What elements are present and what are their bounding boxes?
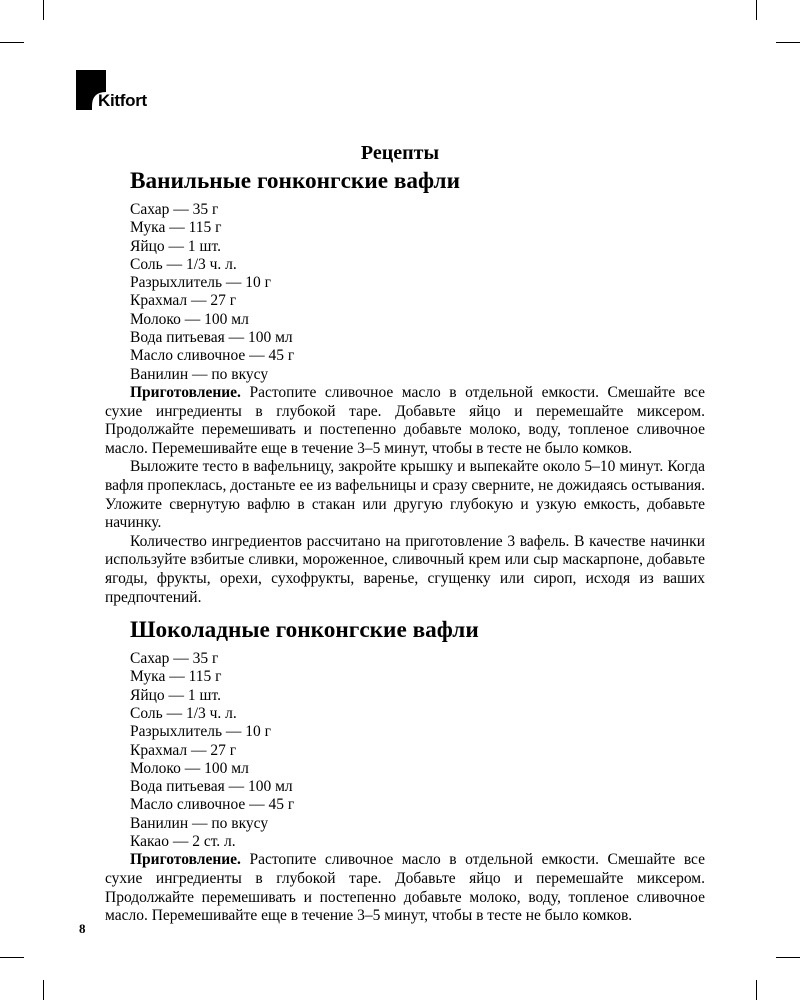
ingredient-item: Сахар — 35 г [130,201,219,218]
ingredient-item: Мука — 115 г [130,668,222,686]
brand-logo [76,70,176,114]
ingredient-list [105,201,705,384]
recipes-content [105,170,705,926]
preparation-paragraph [105,851,705,925]
ingredient-item: Яйцо — 1 шт. [130,686,221,704]
crop-mark-bottom-right [756,980,757,1000]
body-paragraph: Количество ингредиентов рассчитано на приготовление 3 вафель. В качестве начинки используйте взбитые сливки, мороженное, сливочный крем или сыр маскарпоне, добавьте ягоды, фрукты, орехи, сухофрукты, варенье, сгущенку или сироп, исходя из ваших предпочтений. [105,532,705,606]
crop-mark-bottom-right-h [776,957,800,958]
crop-mark-top-left-h [0,42,24,43]
paragraph-text: Растопите сливочное масло в отдельной емкости. Смешайте все сухие ингредиенты в глубокой таре. Добавьте яйцо и перемешайте миксером. Продолжайте перемешивать и постепенно добавьте молоко, воду, топленое сливочное масло. Перемешивайте еще в течение 3–5 минут, чтобы в тесте не было комков. [105,851,705,925]
ingredient-item: Ванилин — по вкусу [130,365,269,383]
page-number: 8 [79,921,86,936]
ingredient-item: Соль — 1/3 ч. л. [130,255,237,273]
ingredient-item: Яйцо — 1 шт. [130,237,221,255]
recipe-title: Ванильные гонконгские вафли [130,168,460,194]
ingredient-item: Ванилин — по вкусу [130,814,269,832]
recipe-title: Шоколадные гонконгские вафли [130,617,479,644]
body-paragraph: Выложите тесто в вафельницу, закройте крышку и выпекайте около 5–10 минут. Когда вафля пропеклась, достаньте ее из вафельницы и сразу сверните, не дожидаясь остывания. Уложите свернутую вафлю в стакан или другую глубокую и узкую емкость, добавьте начинку. [105,458,705,532]
preparation-paragraph [105,384,705,458]
ingredient-item: Разрыхлитель — 10 г [130,723,272,741]
recipe-vanilla [105,170,705,607]
ingredient-item: Масло сливочное — 45 г [130,347,295,365]
ingredient-item: Какао — 2 ст. л. [130,833,236,851]
preparation-label: Приготовление. [130,851,241,869]
ingredient-item: Вода питьевая — 100 мл [130,778,293,796]
crop-mark-bottom-left-h [0,957,24,958]
ingredient-item: Молоко — 100 мл [130,759,249,777]
ingredient-item: Крахмал — 27 г [130,741,237,759]
ingredient-item: Соль — 1/3 ч. л. [130,704,237,722]
preparation-label: Приготовление. [130,383,241,401]
recipe-chocolate [105,619,705,926]
ingredient-item: Разрыхлитель — 10 г [130,274,272,292]
crop-mark-top-right-h [776,42,800,43]
ingredient-list [105,650,705,851]
crop-mark-top-left [43,0,44,20]
ingredient-item: Масло сливочное — 45 г [130,796,295,814]
crop-mark-bottom-left [43,980,44,1000]
ingredient-item: Молоко — 100 мл [130,310,249,328]
page-title: Рецепты [360,142,440,164]
paragraph-text: Растопите сливочное масло в отдельной емкости. Смешайте все сухие ингредиенты в глубокой таре. Добавьте яйцо и перемешайте миксером. Продолжайте перемешивать и постепенно добавьте молоко, воду, топленое сливочное масло. Перемешивайте еще в течение 3–5 минут, чтобы в тесте не было комков. [105,383,705,457]
ingredient-item: Мука — 115 г [130,219,222,237]
crop-mark-top-right [756,0,757,20]
ingredient-item: Сахар — 35 г [130,650,219,668]
ingredient-item: Вода питьевая — 100 мл [130,329,293,347]
brand-name: Kitfort [98,91,147,110]
ingredient-item: Крахмал — 27 г [130,292,237,310]
